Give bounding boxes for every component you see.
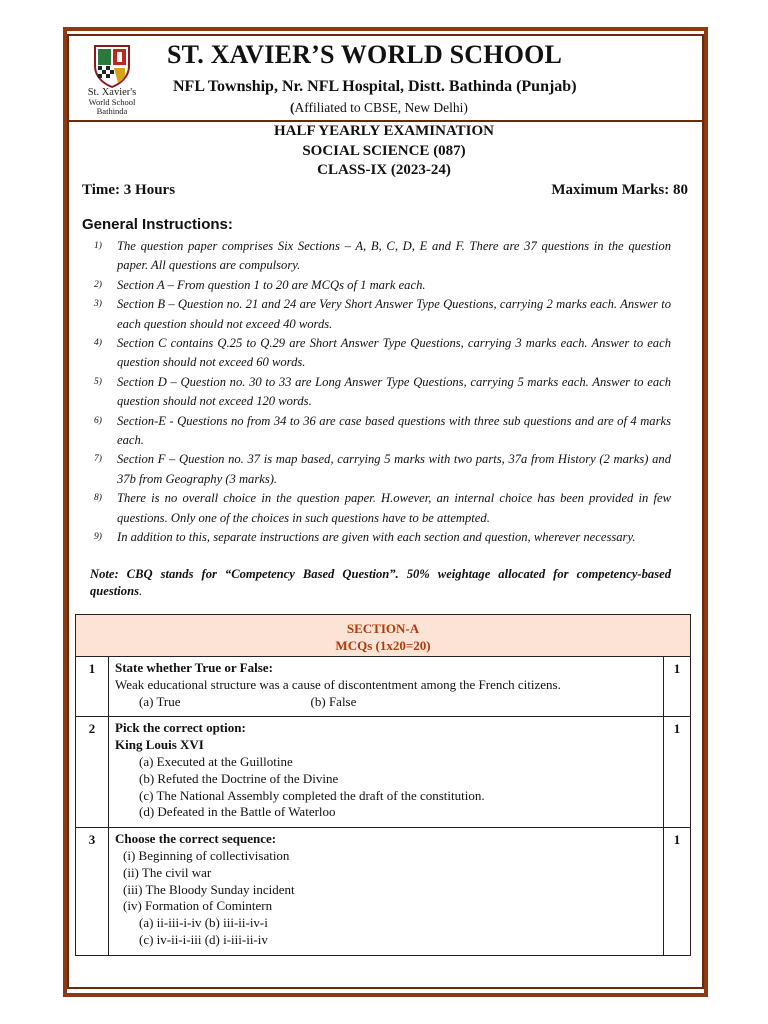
instruction-text: Section C contains Q.25 to Q.29 are Short Answer Type Questions, carrying 3 marks each. Answer to each question should not exceed 60 words. [117,336,671,370]
general-instructions-heading: General Instructions: [82,216,233,233]
instructions-list [94,237,671,548]
option-a: (a) True [139,693,181,709]
instruction-number: 6) [94,415,102,426]
instruction-item [94,489,671,528]
question-marks: 1 [664,717,691,828]
cbq-note [90,566,671,600]
instruction-number: 1) [94,241,102,251]
instruction-text: Section-E - Questions no from 34 to 36 are case based questions with three sub questions and are of 4 marks each. [117,413,671,448]
sequence-item: (iv) Formation of Comintern [123,898,273,914]
school-affiliation [290,100,468,116]
question-body [109,717,664,828]
instruction-number: 9) [94,532,102,543]
logo-text-line1: St. Xavier's [87,87,137,98]
exam-time: Time: 3 Hours [82,182,176,198]
instruction-text: In addition to this, separate instructions are given with each section and question, wherever necessary. [117,530,636,545]
instruction-text: Section D – Question no. 30 to 33 are Long Answer Type Questions, carrying 5 marks each. Answer to each question should not exceed 120 words. [117,374,671,409]
section-header-row [76,615,691,657]
option-line: (a) ii-iii-i-iv (b) iii-ii-iv-i [139,915,268,931]
option-b: (b) Refuted the Doctrine of the Divine [139,770,339,786]
school-crest-icon [92,44,132,88]
affiliation-paren: ( [290,100,295,115]
option-c: (c) The National Assembly completed the draft of the constitution. [139,787,485,803]
instruction-item [94,237,671,276]
exam-subject: SOCIAL SCIENCE (087) [302,143,466,159]
instruction-text: The question paper comprises Six Sections – A, B, C, D, E and F. There are 37 questions in the question paper. All questions are compulsory. [117,239,671,273]
instruction-item [94,528,671,547]
question-subheading: King Louis XVI [115,737,204,753]
instruction-number: 8) [94,493,102,504]
logo-text-line3: Bathinda [96,106,128,116]
question-marks: 1 [664,828,691,956]
question-text: Weak educational structure was a cause of discontentment among the French citizens. [115,676,561,692]
question-body [109,657,664,717]
school-name: ST. XAVIER’S WORLD SCHOOL [167,40,563,69]
question-heading: Pick the correct option: [115,720,246,736]
question-heading: Choose the correct sequence: [115,831,277,847]
instruction-number: 2) [94,279,102,290]
affiliation-text: Affiliated to CBSE, New Delhi) [294,100,468,115]
question-row [76,717,691,828]
question-marks: 1 [664,657,691,717]
question-row [76,828,691,956]
question-number: 1 [76,657,109,717]
sequence-item: (ii) The civil war [123,864,212,880]
note-text: Note: CBQ stands for “Competency Based Question”. 50% weightage allocated for competency-based questions [90,567,671,598]
instruction-number: 4) [94,338,102,349]
instruction-item [94,334,671,373]
instruction-number: 3) [94,299,102,310]
option-d: (d) Defeated in the Battle of Waterloo [139,804,336,820]
instruction-number: 7) [94,454,102,465]
option-line: (c) iv-ii-i-iii (d) i-iii-ii-iv [139,931,268,947]
instruction-text: Section B – Question no. 21 and 24 are Very Short Answer Type Questions, carrying 2 marks each. Answer to each question should not exceed 40 words. [117,297,671,331]
section-title: SECTION-A [346,621,420,636]
school-address: NFL Township, Nr. NFL Hospital, Distt. Bathinda (Punjab) [173,78,577,95]
instruction-item [94,373,671,412]
question-number: 2 [76,717,109,828]
section-a-header [76,615,691,657]
instruction-number: 5) [94,376,102,387]
instruction-text: Section A – From question 1 to 20 are MCQs of 1 mark each. [117,277,426,292]
question-number: 3 [76,828,109,956]
logo-text-line2: World School [88,97,136,107]
instruction-item [94,450,671,489]
exam-class: CLASS-IX (2023-24) [317,162,451,178]
instruction-text: Section F – Question no. 37 is map based, carrying 5 marks with two parts, 37a from History (2 marks) and 37b from Geography (3 marks). [117,452,671,486]
school-logo [78,44,146,118]
question-options [115,694,657,711]
option-a: (a) Executed at the Guillotine [139,753,293,769]
exam-title: HALF YEARLY EXAMINATION [273,123,495,139]
instruction-text: There is no overall choice in the question paper. H.owever, an internal choice has been provided in few questions. Only one of the choices in such questions have to be attempted. [117,491,671,525]
option-b: (b) False [310,693,357,709]
sequence-item: (iii) The Bloody Sunday incident [123,881,295,897]
instruction-item [94,412,671,451]
question-heading: State whether True or False: [115,660,273,675]
sequence-item: (i) Beginning of collectivisation [123,847,290,863]
instruction-item [94,295,671,334]
instruction-item [94,276,671,295]
exam-max-marks: Maximum Marks: 80 [551,182,688,198]
question-body [109,828,664,956]
school-header [69,36,702,122]
question-row [76,657,691,717]
section-subtitle: MCQs (1x20=20) [335,638,431,653]
section-a-table [75,614,691,956]
note-period: . [139,584,143,598]
